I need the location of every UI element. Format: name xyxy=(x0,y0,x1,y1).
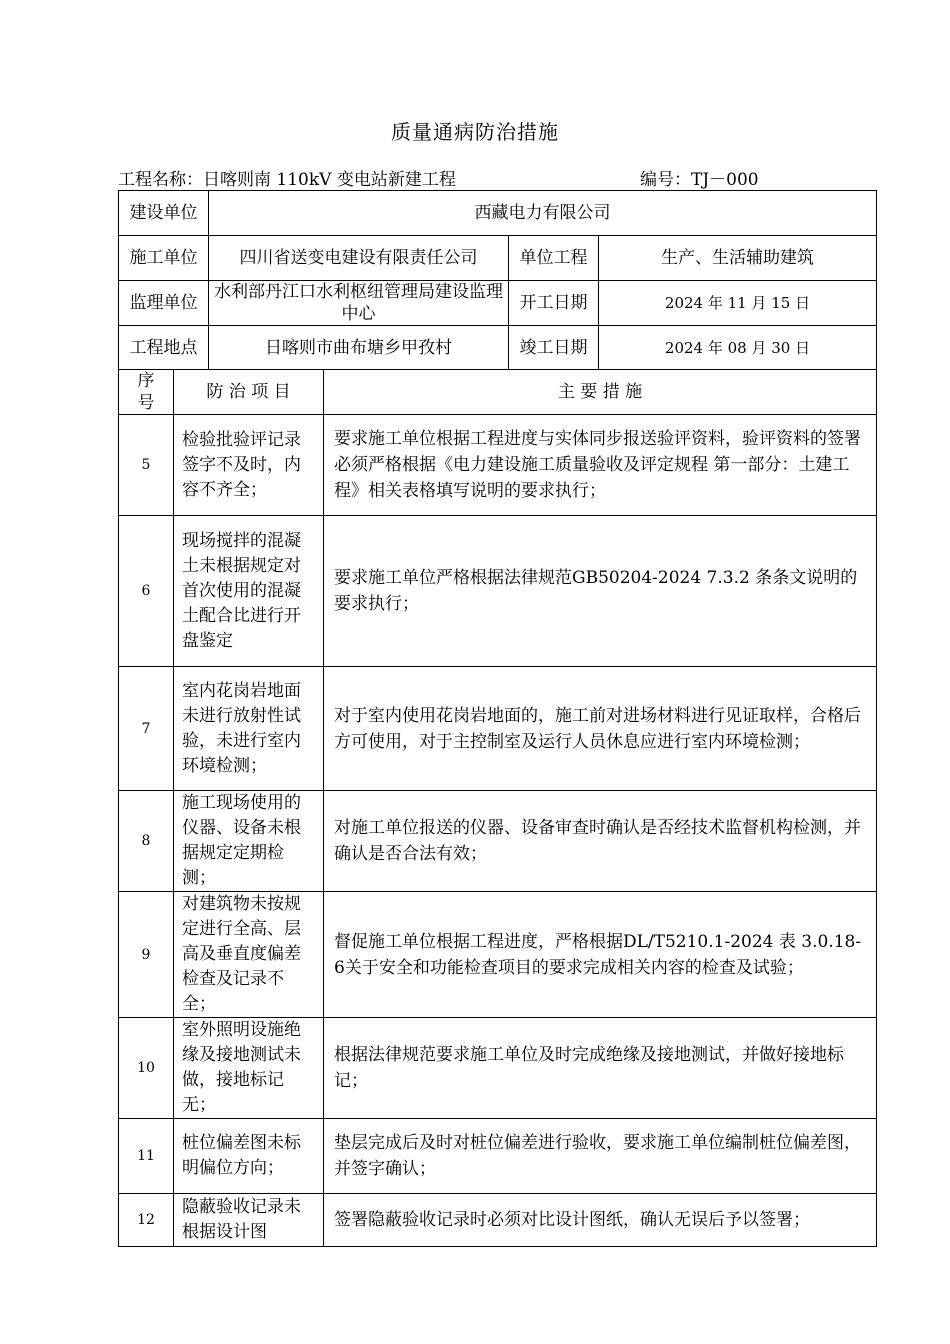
header-index: 序号 xyxy=(119,370,174,415)
table-row xyxy=(119,1194,877,1247)
row-item: 桩位偏差图未标明偏位方向； xyxy=(174,1119,324,1194)
table-row xyxy=(119,1018,877,1119)
info-row xyxy=(119,191,877,236)
end-date-label: 竣工日期 xyxy=(509,326,599,370)
table-row xyxy=(119,415,877,516)
row-measure: 对施工单位报送的仪器、设备审查时确认是否经技术监督机构检测，并确认是否合法有效； xyxy=(324,791,877,892)
row-item: 对建筑物未按规定进行全高、层高及垂直度偏差检查及记录不全； xyxy=(174,892,324,1018)
row-measure: 垫层完成后及时对桩位偏差进行验收，要求施工单位编制桩位偏差图，并签字确认； xyxy=(324,1119,877,1194)
header-item: 防 治 项 目 xyxy=(174,370,324,415)
row-item: 现场搅拌的混凝土未根据规定对首次使用的混凝土配合比进行开盘鉴定 xyxy=(174,516,324,667)
row-item: 室外照明设施绝缘及接地测试未做，接地标记无； xyxy=(174,1018,324,1119)
table-header-row xyxy=(119,370,877,415)
table-row xyxy=(119,892,877,1018)
location-label: 工程地点 xyxy=(119,326,209,370)
document-header xyxy=(118,170,878,190)
row-measure: 要求施工单位根据工程进度与实体同步报送验评资料，验评资料的签署必须严格根据《电力建设施工质量验收及评定规程 第一部分：土建工程》相关表格填写说明的要求执行； xyxy=(324,415,877,516)
row-measure: 对于室内使用花岗岩地面的，施工前对进场材料进行见证取样，合格后方可使用，对于主控制室及运行人员休息应进行室内环境检测； xyxy=(324,667,877,791)
end-date-value: 2024 年 08 月 30 日 xyxy=(599,326,877,370)
info-row xyxy=(119,236,877,281)
supervise-unit-label: 监理单位 xyxy=(119,281,209,326)
row-item: 室内花岗岩地面未进行放射性试验，未进行室内环境检测； xyxy=(174,667,324,791)
page-title: 质量通病防治措施 xyxy=(391,120,559,144)
unit-project-value: 生产、生活辅助建筑 xyxy=(599,236,877,281)
location-value: 日喀则市曲布塘乡甲孜村 xyxy=(209,326,509,370)
row-measure: 签署隐蔽验收记录时必须对比设计图纸，确认无误后予以签署； xyxy=(324,1194,877,1247)
start-date-label: 开工日期 xyxy=(509,281,599,326)
measures-table xyxy=(118,369,877,1247)
row-measure: 督促施工单位根据工程进度，严格根据DL/T5210.1-2024 表 3.0.18-6关于安全和功能检查项目的要求完成相关内容的检查及试验； xyxy=(324,892,877,1018)
build-unit-label: 建设单位 xyxy=(119,191,209,236)
header-measure: 主 要 措 施 xyxy=(324,370,877,415)
row-index: 8 xyxy=(119,791,174,892)
construct-unit-value: 四川省送变电建设有限责任公司 xyxy=(209,236,509,281)
project-name: 工程名称：日喀则南 110kV 变电站新建工程 xyxy=(118,170,456,190)
project-info-table xyxy=(118,190,877,370)
row-index: 10 xyxy=(119,1018,174,1119)
build-unit-value: 西藏电力有限公司 xyxy=(209,191,877,236)
row-item: 检验批验评记录签字不及时，内容不齐全； xyxy=(174,415,324,516)
row-item: 隐蔽验收记录未根据设计图 xyxy=(174,1194,324,1247)
row-index: 12 xyxy=(119,1194,174,1247)
start-date-value: 2024 年 11 月 15 日 xyxy=(599,281,877,326)
row-index: 7 xyxy=(119,667,174,791)
info-row xyxy=(119,281,877,326)
supervise-unit-value: 水利部丹江口水利枢纽管理局建设监理中心 xyxy=(209,281,509,326)
table-row xyxy=(119,791,877,892)
unit-project-label: 单位工程 xyxy=(509,236,599,281)
row-index: 9 xyxy=(119,892,174,1018)
table-row xyxy=(119,516,877,667)
row-index: 6 xyxy=(119,516,174,667)
row-measure: 要求施工单位严格根据法律规范GB50204-2024 7.3.2 条条文说明的要求执行； xyxy=(324,516,877,667)
construct-unit-label: 施工单位 xyxy=(119,236,209,281)
document-number: 编号：TJ－000 xyxy=(640,170,759,190)
row-item: 施工现场使用的仪器、设备未根据规定定期检测； xyxy=(174,791,324,892)
info-row xyxy=(119,326,877,370)
row-measure: 根据法律规范要求施工单位及时完成绝缘及接地测试，并做好接地标记； xyxy=(324,1018,877,1119)
row-index: 11 xyxy=(119,1119,174,1194)
table-row xyxy=(119,667,877,791)
row-index: 5 xyxy=(119,415,174,516)
table-row xyxy=(119,1119,877,1194)
